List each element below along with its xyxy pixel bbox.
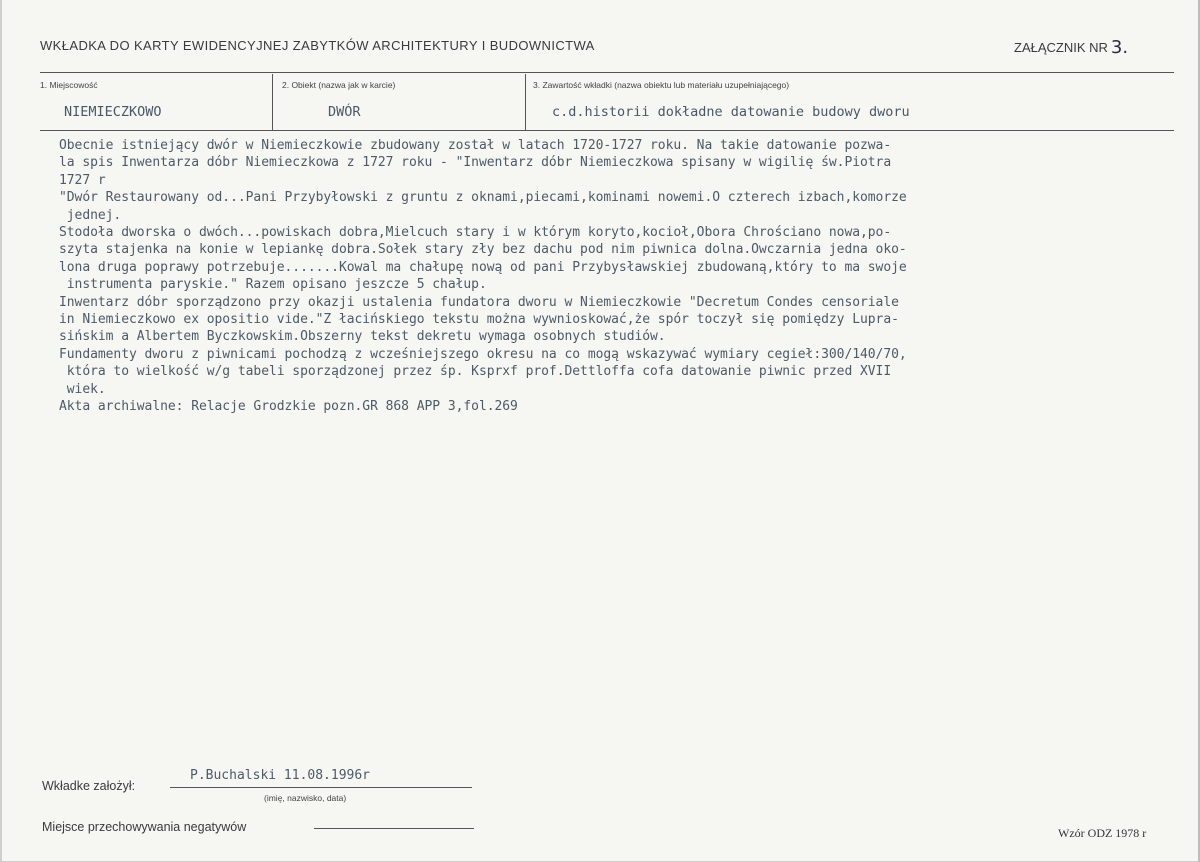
field-locality-label: 1. Miejscowość xyxy=(40,80,98,90)
field-object-label: 2. Obiekt (nazwa jak w karcie) xyxy=(282,80,396,90)
field-divider-2 xyxy=(525,74,526,130)
field-content-value: c.d.historii dokładne datowanie budowy dworu xyxy=(552,104,910,120)
field-object-value: DWÓR xyxy=(328,104,361,120)
text-line: Stodoła dworska o dwóch...powiskach dobra,Mielcuch stary i w którym koryto,kocioł,Obora Chrościano nowa,po- xyxy=(59,225,892,241)
text-line: która to wielkość w/g tabeli sporządzonej przez śp. Ksprxf prof.Dettloffa cofa datowanie piwnic przed XVII xyxy=(59,364,892,380)
field-locality-value: NIEMIECZKOWO xyxy=(64,104,162,120)
prepared-by-rule xyxy=(170,787,472,788)
annex-label: ZAŁĄCZNIK NR xyxy=(1014,40,1108,55)
text-line: la spis Inwentarza dóbr Niemieczkowa z 1727 roku - "Inwentarz dóbr Niemieczkowa spisany w wigilię św.Piotra xyxy=(59,155,892,171)
typed-history-text xyxy=(59,137,1194,416)
field-divider-1 xyxy=(272,74,273,130)
text-line: wiek. xyxy=(59,381,106,397)
header-bottom-rule xyxy=(40,130,1174,131)
prepared-by-caption: (imię, nazwisko, data) xyxy=(264,793,347,803)
annex-label-group xyxy=(1014,36,1128,57)
card-title: WKŁADKA DO KARTY EWIDENCYJNEJ ZABYTKÓW ARCHITEKTURY I BUDOWNICTWA xyxy=(40,38,595,53)
text-line: szyta stajenka na konie w lepiankę dobra.Sołek stary zły bez dachu pod nim piwnica dolna.Owczarnia jedna oko- xyxy=(59,242,907,258)
prepared-by-value: P.Buchalski 11.08.1996r xyxy=(190,768,371,783)
text-line: Obecnie istniejący dwór w Niemieczkowie zbudowany został w latach 1720-1727 roku. Na takie datowanie pozwa- xyxy=(59,138,892,153)
prepared-by-label: Wkładke założył: xyxy=(42,779,136,793)
negatives-location-rule xyxy=(314,828,474,829)
field-content-label: 3. Zawartość wkładki (nazwa obiektu lub materiału uzupełniającego) xyxy=(533,80,790,90)
text-line: Akta archiwalne: Relacje Grodzkie pozn.GR 868 APP 3,fol.269 xyxy=(59,399,518,415)
text-line: sińskim a Albertem Byczkowskim.Obszerny tekst dekretu wymaga osobnych studiów. xyxy=(59,329,666,345)
text-line: instrumenta paryskie." Razem opisano jeszcze 5 chałup. xyxy=(59,277,487,293)
text-line: "Dwór Restaurowany od...Pani Przybyłowski z gruntu z oknami,piecami,kominami nowemi.O czterech izbach,komorze xyxy=(59,190,907,206)
text-line: Fundamenty dworu z piwnicami pochodzą z wcześniejszego okresu na co mogą wskazywać wymiary cegieł:300/140/70, xyxy=(59,346,907,362)
text-line: lona druga poprawy potrzebuje.......Kowal ma chałupę nową od pani Przybysławskiej zbudowaną,który to ma swoje xyxy=(59,259,907,275)
text-line: in Niemieczkowo ex opositio vide."Z łacińskiego tekstu można wywnioskować,że spór toczył się pomiędzy Lupra- xyxy=(59,312,899,328)
form-model-mark: Wzór ODZ 1978 r xyxy=(1058,826,1147,840)
text-line: Inwentarz dóbr sporządzono przy okazji ustalenia fundatora dworu w Niemieczkowie "Decretum Condes censoriale xyxy=(59,294,899,310)
text-line: 1727 r xyxy=(59,172,106,188)
annex-number: 3. xyxy=(1110,37,1129,58)
text-line: jednej. xyxy=(59,207,122,223)
header-top-rule xyxy=(40,72,1174,73)
negatives-location-label: Miejsce przechowywania negatywów xyxy=(42,820,247,834)
